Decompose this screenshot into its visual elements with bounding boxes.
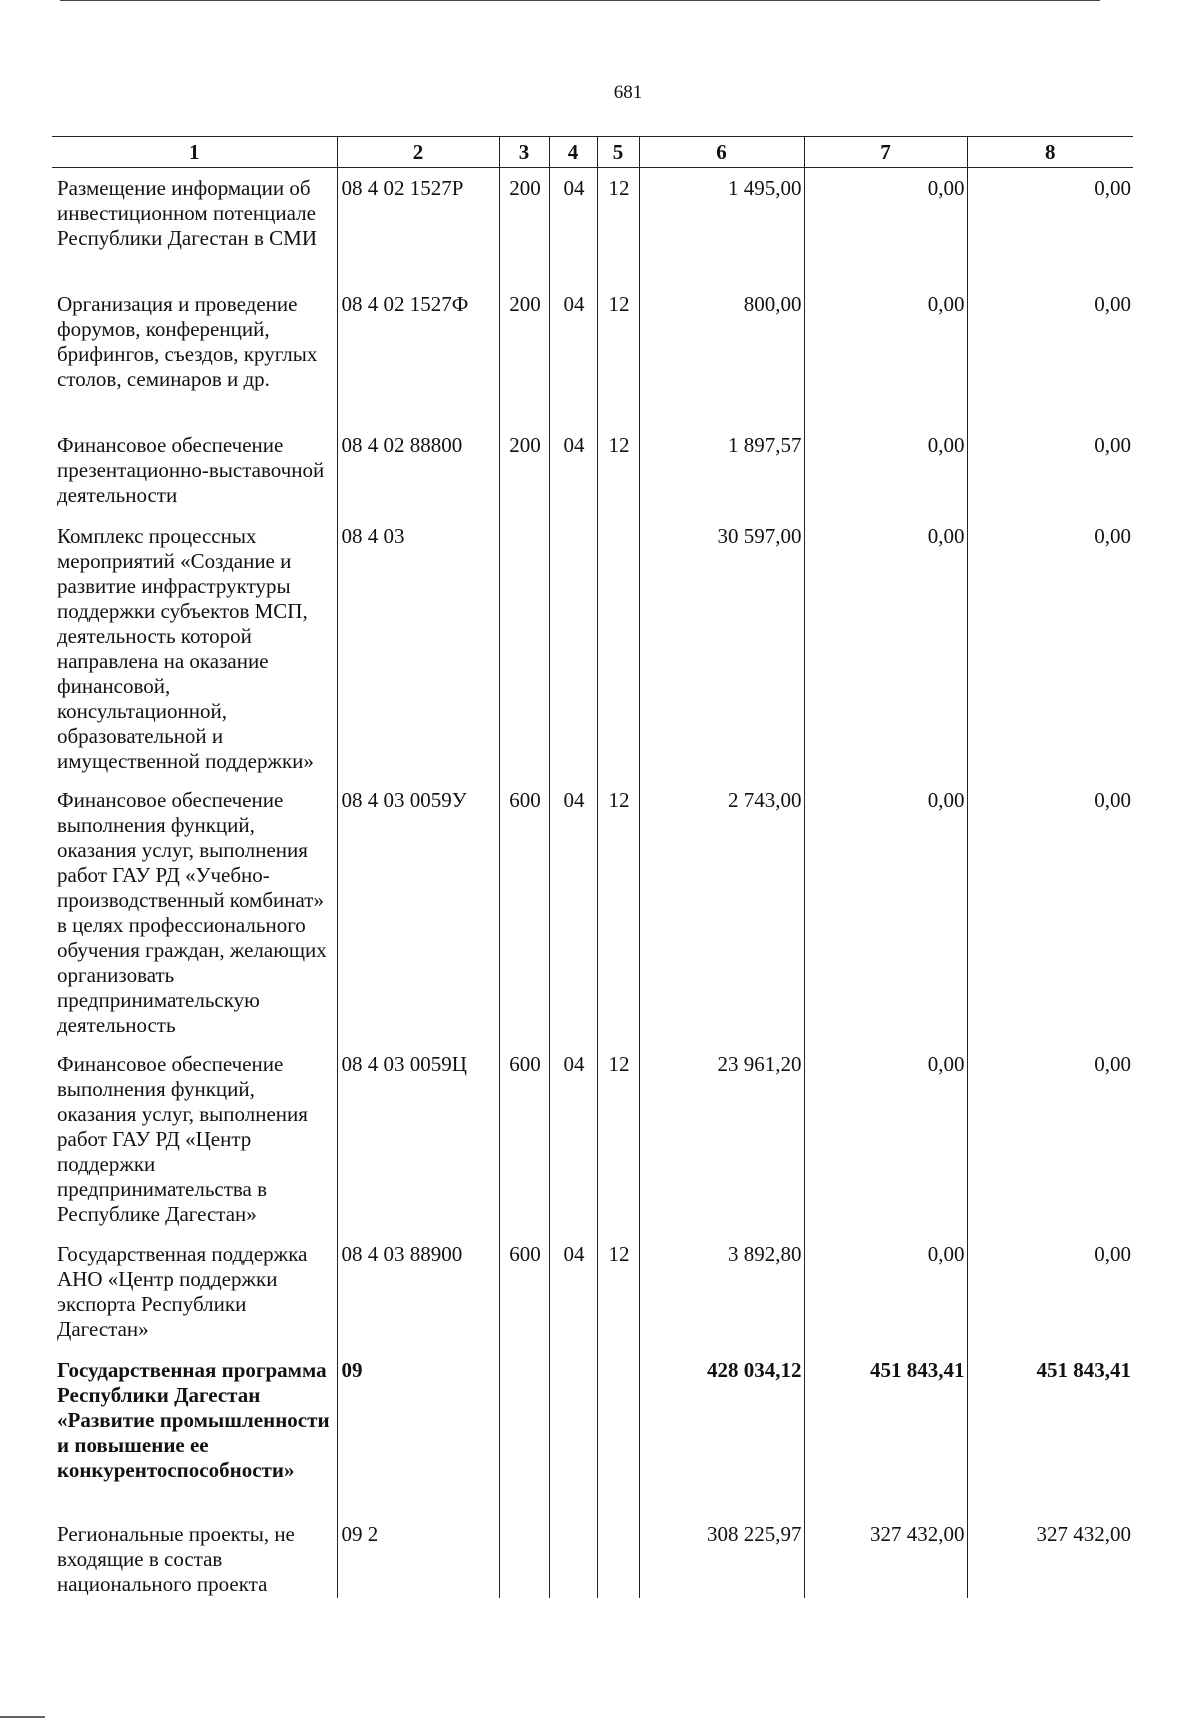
row-value-8-cell: 0,00 (967, 1234, 1133, 1350)
row-code-cell: 08 4 03 (337, 516, 499, 780)
row-col4-cell: 04 (549, 168, 597, 284)
table-row (52, 516, 1133, 780)
row-col3-cell (499, 516, 549, 780)
row-col4-cell: 04 (549, 1234, 597, 1350)
row-col3-cell: 200 (499, 425, 549, 516)
row-col4-cell: 04 (549, 1044, 597, 1234)
row-value-6-cell: 23 961,20 (639, 1044, 804, 1234)
row-value-7-cell: 0,00 (804, 1234, 967, 1350)
row-name-cell: Государственная поддержка АНО «Центр поддержки экспорта Республики Дагестан» (57, 1241, 308, 1341)
row-code-cell: 09 2 (337, 1514, 499, 1598)
row-col3-cell: 200 (499, 168, 549, 284)
row-name-cell: Размещение информации об инвестиционном потенциале Республики Дагестан в СМИ (57, 176, 317, 250)
row-value-6-cell: 3 892,80 (639, 1234, 804, 1350)
row-col5-cell: 12 (597, 168, 639, 284)
row-col4-cell (549, 1514, 597, 1598)
row-value-8-cell: 0,00 (967, 780, 1133, 1044)
row-code-cell: 08 4 03 88900 (337, 1234, 499, 1350)
page-number: 681 (613, 82, 643, 103)
row-col5-cell: 12 (597, 1044, 639, 1234)
row-name-cell: Финансовое обеспечение презентационно-выставочной деятельности (57, 432, 325, 507)
row-value-7-cell: 0,00 (804, 168, 967, 284)
row-col5-cell: 12 (597, 425, 639, 516)
row-col4-cell: 04 (549, 284, 597, 425)
row-name-cell: Финансовое обеспечение выполнения функций, оказания услуг, выполнения работ ГАУ РД «Учебно-производственный комбинат» в целях профессионального обучения граждан, желающих организовать предпринимательскую деятельность (57, 787, 327, 1037)
row-value-7-cell: 0,00 (804, 516, 967, 780)
row-value-8-cell: 0,00 (967, 425, 1133, 516)
row-col5-cell: 12 (597, 284, 639, 425)
table-row (52, 284, 1133, 425)
row-name-cell: Организация и проведение форумов, конференций, брифингов, съездов, круглых столов, семинаров и др. (57, 291, 318, 391)
row-value-8-cell: 0,00 (967, 284, 1133, 425)
row-col4-cell (549, 1350, 597, 1514)
row-col5-cell (597, 1514, 639, 1598)
row-code-cell: 08 4 02 1527Р (337, 168, 499, 284)
row-value-7-cell: 327 432,00 (804, 1514, 967, 1598)
header-col-5: 5 (597, 137, 639, 168)
row-col5-cell (597, 1350, 639, 1514)
row-col3-cell: 600 (499, 1234, 549, 1350)
row-name-cell: Государственная программа Республики Дагестан «Развитие промышленности и повышение ее конкурентоспособности» (57, 1357, 330, 1482)
row-col5-cell: 12 (597, 780, 639, 1044)
row-code-cell: 08 4 02 1527Ф (337, 284, 499, 425)
row-value-7-cell: 0,00 (804, 780, 967, 1044)
scan-edge-line (60, 0, 1100, 1)
row-value-8-cell: 327 432,00 (967, 1514, 1133, 1598)
table-body (52, 168, 1133, 1598)
row-col3-cell (499, 1350, 549, 1514)
budget-table (52, 136, 1133, 1598)
row-name-cell: Финансовое обеспечение выполнения функций, оказания услуг, выполнения работ ГАУ РД «Центр поддержки предпринимательства в Республике Дагестан» (57, 1051, 308, 1226)
row-col5-cell (597, 516, 639, 780)
row-value-6-cell: 1 897,57 (639, 425, 804, 516)
row-col3-cell: 200 (499, 284, 549, 425)
row-value-7-cell: 0,00 (804, 1044, 967, 1234)
row-name-cell: Комплекс процессных мероприятий «Создание и развитие инфраструктуры поддержки субъектов МСП, деятельность которой направлена на оказание финансовой, консультационной, образовательной и имущественной поддержки» (57, 523, 314, 773)
row-value-7-cell: 451 843,41 (804, 1350, 967, 1514)
scan-edge-line-bottom (0, 1716, 45, 1718)
row-value-6-cell: 428 034,12 (639, 1350, 804, 1514)
row-value-7-cell: 0,00 (804, 425, 967, 516)
row-value-6-cell: 308 225,97 (639, 1514, 804, 1598)
row-col4-cell: 04 (549, 425, 597, 516)
row-value-6-cell: 800,00 (639, 284, 804, 425)
row-col4-cell (549, 516, 597, 780)
table-row (52, 1350, 1133, 1514)
header-col-7: 7 (804, 137, 967, 168)
row-value-8-cell: 0,00 (967, 1044, 1133, 1234)
row-value-8-cell: 0,00 (967, 168, 1133, 284)
header-col-6: 6 (639, 137, 804, 168)
header-col-1: 1 (52, 137, 337, 168)
table-header-row (52, 137, 1133, 168)
table-row (52, 168, 1133, 284)
row-col3-cell: 600 (499, 780, 549, 1044)
header-col-8: 8 (967, 137, 1133, 168)
row-code-cell: 08 4 02 88800 (337, 425, 499, 516)
row-name-cell: Региональные проекты, не входящие в состав национального проекта (57, 1521, 295, 1596)
header-col-4: 4 (549, 137, 597, 168)
table-row (52, 1234, 1133, 1350)
row-col4-cell: 04 (549, 780, 597, 1044)
table-row (52, 780, 1133, 1044)
row-code-cell: 08 4 03 0059У (337, 780, 499, 1044)
row-value-8-cell: 451 843,41 (967, 1350, 1133, 1514)
header-col-2: 2 (337, 137, 499, 168)
row-col3-cell: 600 (499, 1044, 549, 1234)
row-value-8-cell: 0,00 (967, 516, 1133, 780)
row-code-cell: 08 4 03 0059Ц (337, 1044, 499, 1234)
row-value-7-cell: 0,00 (804, 284, 967, 425)
table-row (52, 1044, 1133, 1234)
row-code-cell: 09 (337, 1350, 499, 1514)
row-col5-cell: 12 (597, 1234, 639, 1350)
row-value-6-cell: 2 743,00 (639, 780, 804, 1044)
row-value-6-cell: 1 495,00 (639, 168, 804, 284)
header-col-3: 3 (499, 137, 549, 168)
row-col3-cell (499, 1514, 549, 1598)
table-row (52, 1514, 1133, 1598)
table-row (52, 425, 1133, 516)
row-value-6-cell: 30 597,00 (639, 516, 804, 780)
